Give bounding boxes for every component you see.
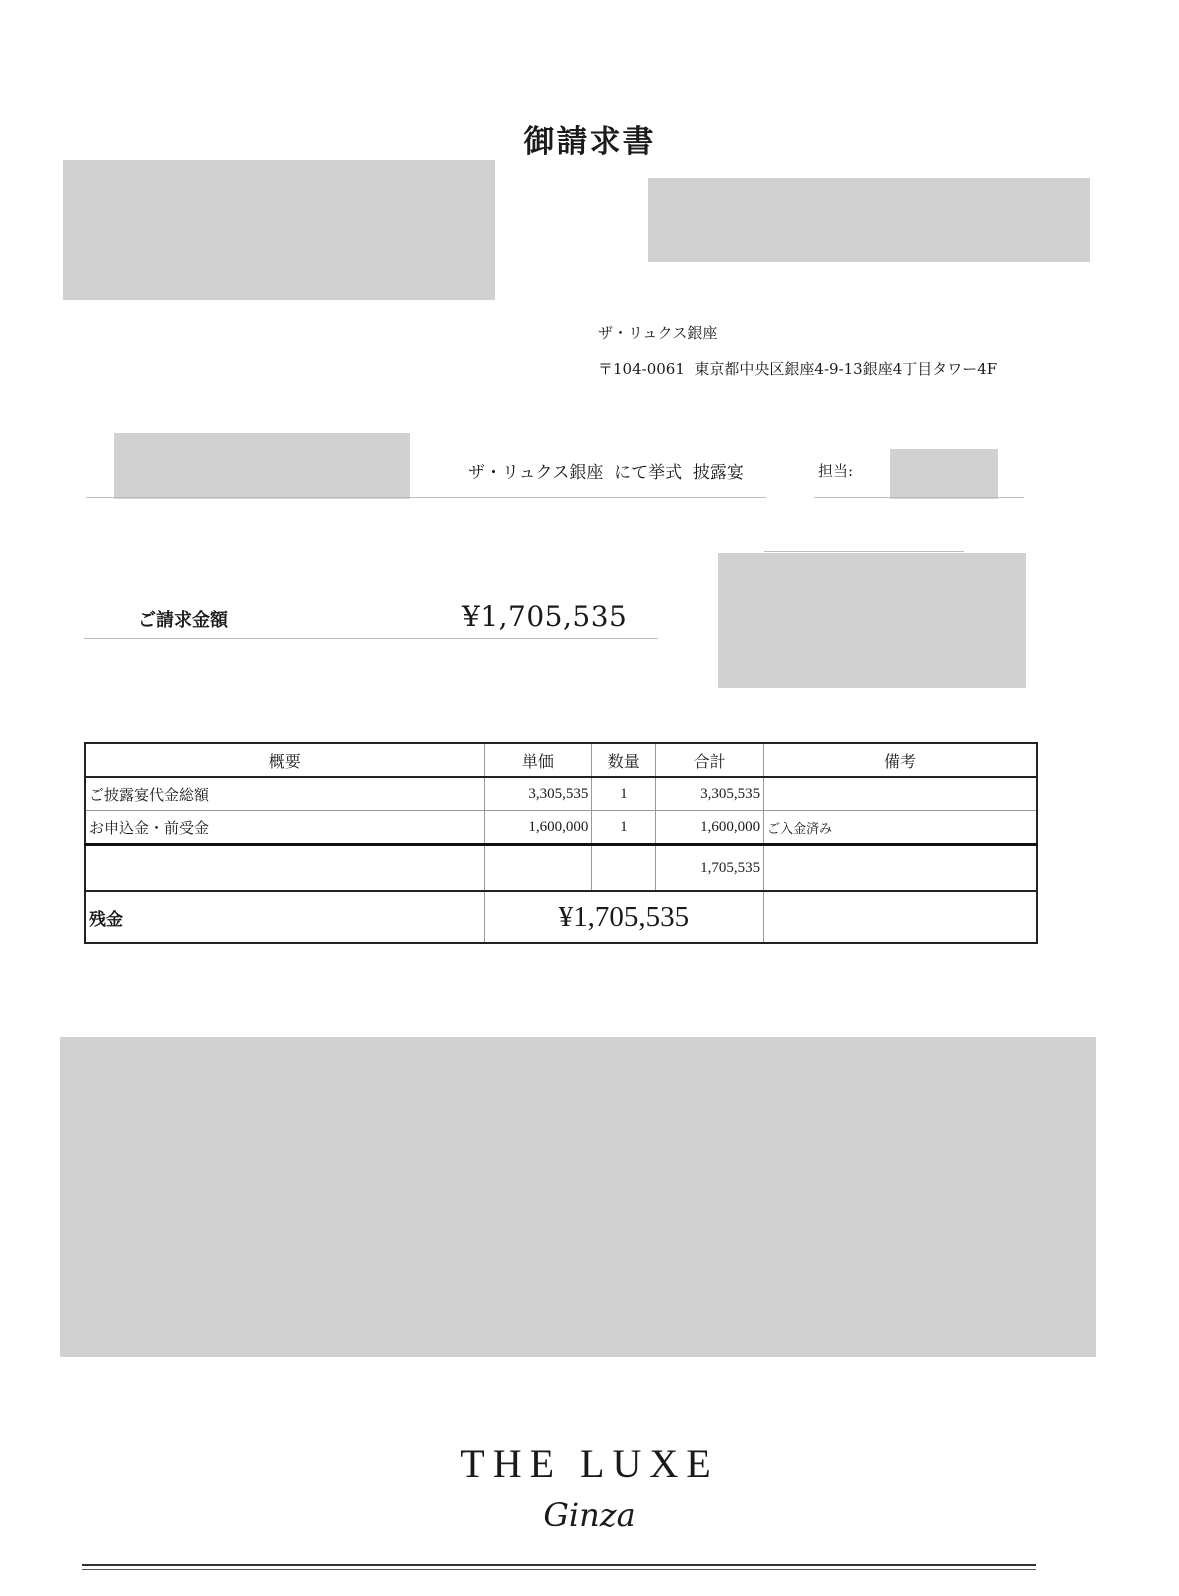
brand-logo: THE LUXE — [460, 1441, 719, 1486]
invoice-table — [84, 742, 1038, 944]
redacted-issue-info — [648, 178, 1090, 262]
row-unit-price: 3,305,535 — [484, 777, 592, 811]
table-header-row — [85, 743, 1037, 777]
subtotal-row — [85, 845, 1037, 892]
event-underline — [86, 497, 766, 498]
row-note: ご入金済み — [764, 811, 1037, 845]
staff-label: 担当: — [818, 462, 854, 480]
redacted-staff-name — [890, 449, 998, 499]
amount-value: ¥1,705,535 — [462, 600, 628, 633]
subtotal-blank — [592, 845, 656, 892]
subtotal-blank — [85, 845, 484, 892]
footer-rule — [82, 1564, 1036, 1566]
row-quantity: 1 — [592, 811, 656, 845]
row-quantity: 1 — [592, 777, 656, 811]
redacted-bank-details — [60, 1037, 1096, 1357]
redacted-stamp — [718, 553, 1026, 688]
balance-value: ¥1,705,535 — [484, 891, 764, 943]
staff-underline — [814, 497, 1024, 498]
document-title: 御請求書 — [523, 124, 656, 160]
table-row — [85, 777, 1037, 811]
issuer-name: ザ・リュクス銀座 — [598, 324, 718, 342]
issuer-address: 〒104-0061 東京都中央区銀座4-9-13銀座4丁目タワー4F — [598, 360, 998, 378]
row-description: お申込金・前受金 — [85, 811, 484, 845]
header-note: 備考 — [764, 743, 1037, 777]
balance-blank — [764, 891, 1037, 943]
balance-label: 残金 — [85, 891, 484, 943]
table-row — [85, 811, 1037, 845]
header-quantity: 数量 — [592, 743, 656, 777]
balance-row — [85, 891, 1037, 943]
header-unit-price: 単価 — [484, 743, 592, 777]
event-description: ザ・リュクス銀座 にて挙式 披露宴 — [468, 463, 744, 483]
brand-logo-sub: Ginza — [543, 1496, 636, 1534]
redacted-customer-name — [114, 433, 410, 499]
row-total: 3,305,535 — [656, 777, 764, 811]
row-unit-price: 1,600,000 — [484, 811, 592, 845]
header-description: 概要 — [85, 743, 484, 777]
amount-underline — [84, 638, 658, 639]
header-total: 合計 — [656, 743, 764, 777]
stamp-rule — [764, 551, 964, 552]
footer-rule — [82, 1569, 1036, 1570]
row-note — [764, 777, 1037, 811]
subtotal-blank — [484, 845, 592, 892]
subtotal-value: 1,705,535 — [656, 845, 764, 892]
redacted-recipient — [63, 160, 495, 300]
row-description: ご披露宴代金総額 — [85, 777, 484, 811]
subtotal-blank — [764, 845, 1037, 892]
amount-label: ご請求金額 — [138, 610, 228, 631]
row-total: 1,600,000 — [656, 811, 764, 845]
